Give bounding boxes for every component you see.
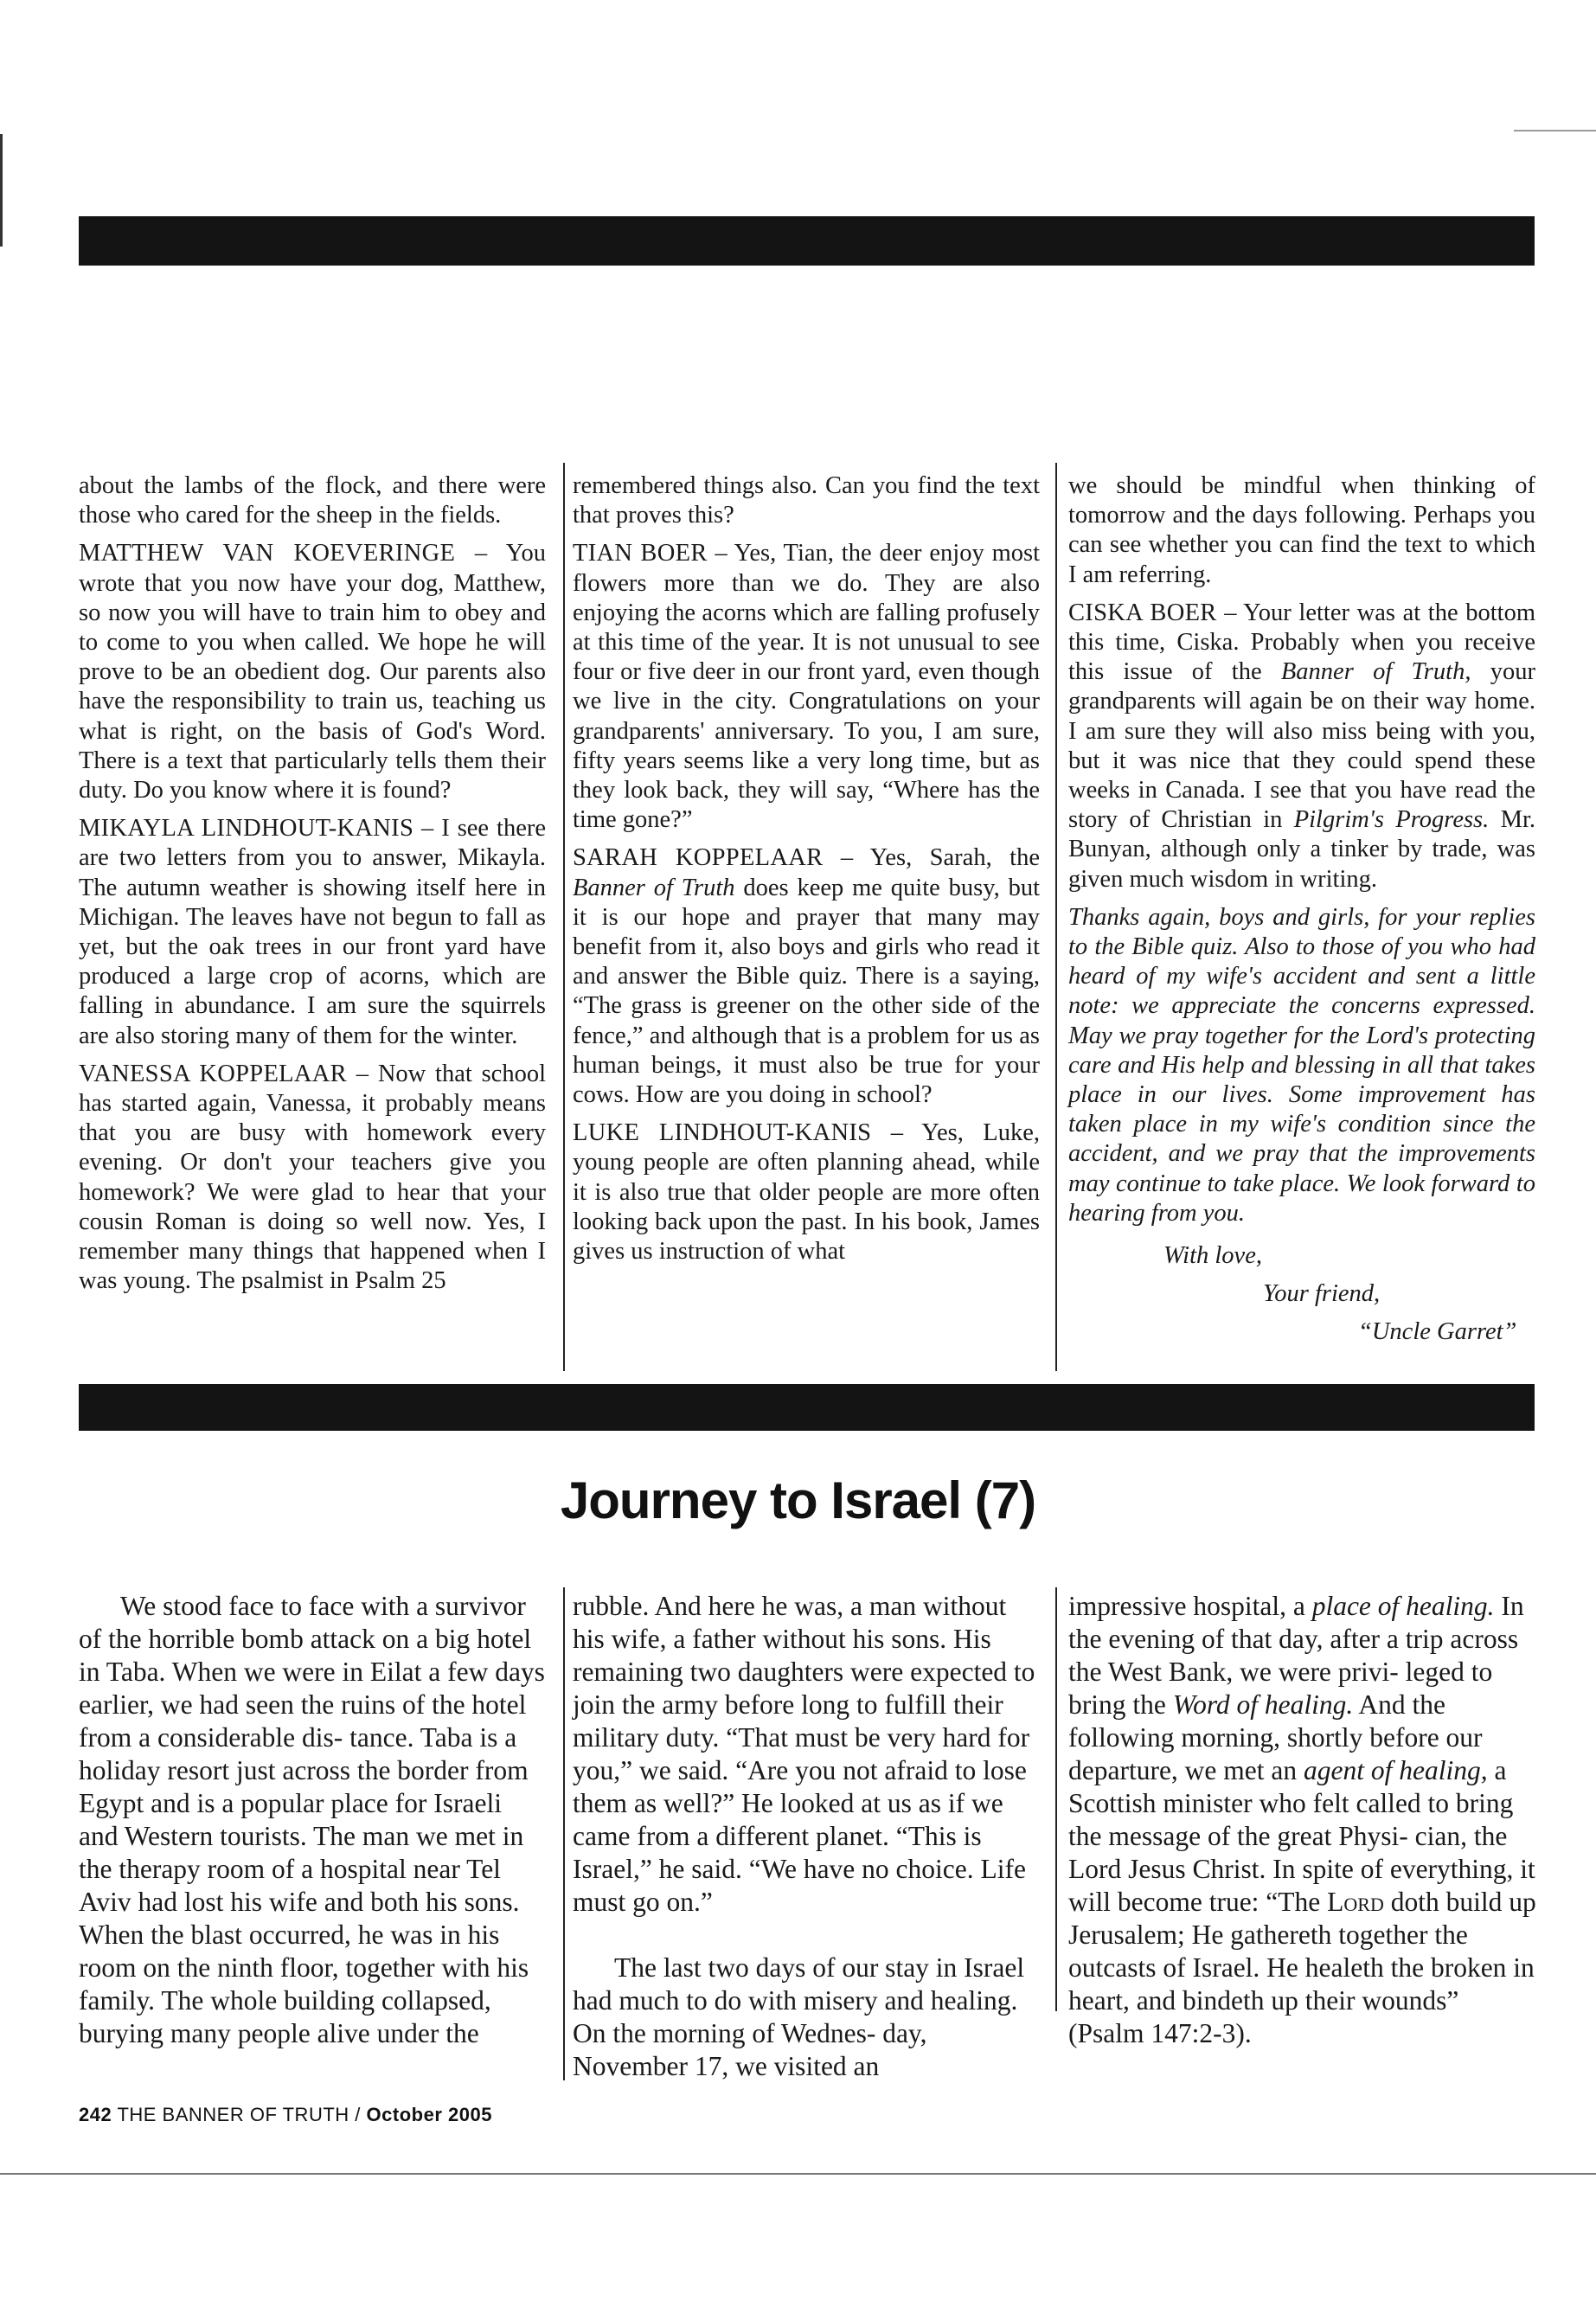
letter-name: MIKAYLA LINDHOUT-KANIS: [79, 815, 414, 843]
letter-paragraph: remembered things also. Can you find the text that proves this?: [573, 472, 1040, 529]
letter-mikayla: [79, 814, 546, 1051]
letter-name: MATTHEW VAN KOEVERINGE: [79, 540, 456, 567]
letter-text: – I see there are two letters from you to answer, Mikayla. The autumn weather is showing itself here in Michigan. The leaves have not begun to fall as yet, but the oak trees in our front yard have produced a large crop of acorns, which are falling in abundance. I am sure the squirrels are also storing many of them for the winter.: [79, 815, 546, 1049]
sign-off-love: With love,: [1163, 1242, 1262, 1270]
column-divider: [1055, 1587, 1057, 2011]
letter-name: LUKE LINDHOUT-KANIS: [573, 1119, 872, 1147]
article-column-3: [1068, 1590, 1540, 2050]
letter-matthew: [79, 539, 546, 805]
publication-name: THE BANNER OF TRUTH: [117, 2104, 349, 2125]
letters-column-1: [79, 471, 546, 1296]
sign-off-friend: Your friend,: [1263, 1280, 1381, 1308]
article-text: In the evening of that day, after a trip across the West Bank, we were privi- leged to bring the: [1068, 1591, 1524, 1720]
lord-small-caps: Lord: [1327, 1887, 1384, 1917]
letter-tian: [573, 539, 1040, 835]
article-title: Journey to Israel (7): [560, 1471, 1036, 1529]
letter-text: – You wrote that you now have your dog, Matthew, so now you will have to train him to obey and to come to you when called. We hope he will prove to be an obedient dog. Our parents also have the responsibility to train us, teaching us what is right, on the basis of God's Word. There is a text that particularly tells them their duty. Do you know where it is found?: [79, 540, 547, 804]
column-divider: [563, 1587, 565, 2080]
letter-paragraph: we should be mindful when thinking of tomorrow and the days following. Perhaps you can see whether you can find the text to which I am referring.: [1068, 472, 1535, 588]
issue-date: October 2005: [366, 2104, 492, 2125]
letters-column-2: [573, 471, 1040, 1266]
closing-note: Thanks again, boys and girls, for your replies to the Bible quiz. Also to those of you who had heard of my wife's accident and sent a little note: we appreciate the concerns expressed. May we pray together for the Lord's protecting care and His help and blessing in all that takes place in our lives. Some improvement has taken place in my wife's condition since the accident, and we pray that the improvements may continue to take place. We look forward to hearing from you.: [1068, 903, 1535, 1227]
header-bar: [79, 216, 1535, 266]
margin-line: [0, 134, 3, 247]
article-column-2: [573, 1590, 1044, 2083]
letter-text: – Your letter was at the bottom this time, Ciska. Probably when you receive this issue of the: [1068, 599, 1535, 686]
letter-italic: Pilgrim's Progress.: [1293, 806, 1490, 834]
article-paragraph: We stood face to face with a survivor of the horrible bomb attack on a big hotel in Taba. When we were in Eilat a few days earlier, we had seen the ruins of the hotel from a considerable dis- tance. Taba is a holiday resort just across the border from Egypt and is a popular place for Israeli and Western tourists. The man we met in the therapy room of a hospital near Tel Aviv had lost his wife and both his sons. When the blast occurred, he was in his room on the ninth floor, together with his family. The whole building collapsed, burying many people alive under the: [79, 1591, 545, 2048]
article-italic: place of healing.: [1311, 1591, 1495, 1621]
letter-text: does keep me quite busy, but it is our hope and prayer that many may benefit from it, also boys and girls who read it and answer the Bible quiz. There is a saying, “The grass is greener on the other side of the fence,” and although that is a problem for us as human beings, it must also be true for your cows. How are you doing in school?: [573, 874, 1040, 1109]
letter-name: SARAH KOPPELAAR: [573, 844, 824, 872]
column-divider: [1055, 463, 1057, 1371]
article-paragraph: [1068, 1590, 1540, 2050]
section-bar: [79, 1384, 1535, 1431]
article-italic: agent of healing,: [1304, 1755, 1488, 1785]
letter-luke: [573, 1118, 1040, 1266]
letter-text: – Yes, Sarah, the: [823, 844, 1040, 872]
letter-text: – Yes, Tian, the deer enjoy most flowers more than we do. They are also enjoying the acorns which are falling profusely at this time of the year. It is not unusual to see four or five deer in our front yard, even though we live in the city. Congratulations on your grandparents' anniversary. To you, I am sure, fifty years seems like a very long time, but as they look back, they will say, “Where has the time gone?”: [573, 540, 1040, 834]
bottom-rule: [0, 2173, 1596, 2175]
article-text: doth build up Jerusalem; He gathereth together the outcasts of Israel. He healeth the broken in heart, and bindeth up their wounds” (Psalm 147:2-3).: [1068, 1887, 1536, 2048]
letter-paragraph: about the lambs of the flock, and there were those who cared for the sheep in the fields.: [79, 472, 546, 529]
letter-sarah: [573, 843, 1040, 1110]
letter-name: VANESSA KOPPELAAR: [79, 1060, 347, 1087]
article-column-1: [79, 1590, 546, 2050]
article-italic: Word of healing.: [1172, 1689, 1354, 1720]
letter-italic: Banner of Truth: [573, 874, 735, 901]
letter-italic: Banner of Truth,: [1280, 658, 1471, 686]
letter-vanessa: [79, 1060, 546, 1297]
column-divider: [563, 463, 565, 1371]
article-text: a Scottish minister who felt called to bring the message of the great Physi- cian, the Lord Jesus Christ. In spite of everything, it will become true: “The: [1068, 1755, 1535, 1917]
letter-text: Mr. Bunyan, although only a tinker by trade, was given much wisdom in writing.: [1068, 806, 1535, 893]
top-rule: [1514, 130, 1596, 131]
letter-name: CISKA BOER: [1068, 599, 1217, 626]
letter-name: TIAN BOER: [573, 540, 708, 567]
sign-off-name: “Uncle Garret”: [1358, 1318, 1517, 1346]
article-paragraph: rubble. And here he was, a man without his wife, a father without his sons. His remaining two daughters were expected to join the army before long to fulfill their military duty. “That must be very hard for you,” we said. “Are you not afraid to lose them as well?” He looked at us as if we came from a different planet. “This is Israel,” he said. “We have no choice. Life must go on.”: [573, 1591, 1035, 1917]
article-paragraph: The last two days of our stay in Israel had much to do with misery and healing. On the morning of Wednes- day, November 17, we visited an: [573, 1952, 1025, 2081]
letters-column-3: [1068, 471, 1535, 1351]
letter-text: – Now that school has started again, Vanessa, it probably means that you are busy with homework every evening. Or don't your teachers give you homework? We were glad to hear that your cousin Roman is doing so well now. Yes, I remember many things that happened when I was young. The psalmist in Psalm 25: [79, 1060, 546, 1295]
page-number: 242: [79, 2104, 112, 2125]
letter-ciska: [1068, 599, 1535, 894]
page-footer: [79, 2104, 492, 2126]
letter-text: your grandparents will again be on their way home. I am sure they will also miss being with you, but it was nice that they could spend these weeks in Canada. I see that you have read the story of Christian in: [1068, 658, 1535, 834]
article-text: And the following morning, shortly before our departure, we met an: [1068, 1689, 1483, 1785]
letter-text: – Yes, Luke, young people are often planning ahead, while it is also true that older people are more often looking back upon the past. In his book, James gives us instruction of what: [573, 1119, 1040, 1266]
article-text: impressive hospital, a: [1068, 1591, 1312, 1621]
footer-separator: /: [355, 2104, 361, 2125]
